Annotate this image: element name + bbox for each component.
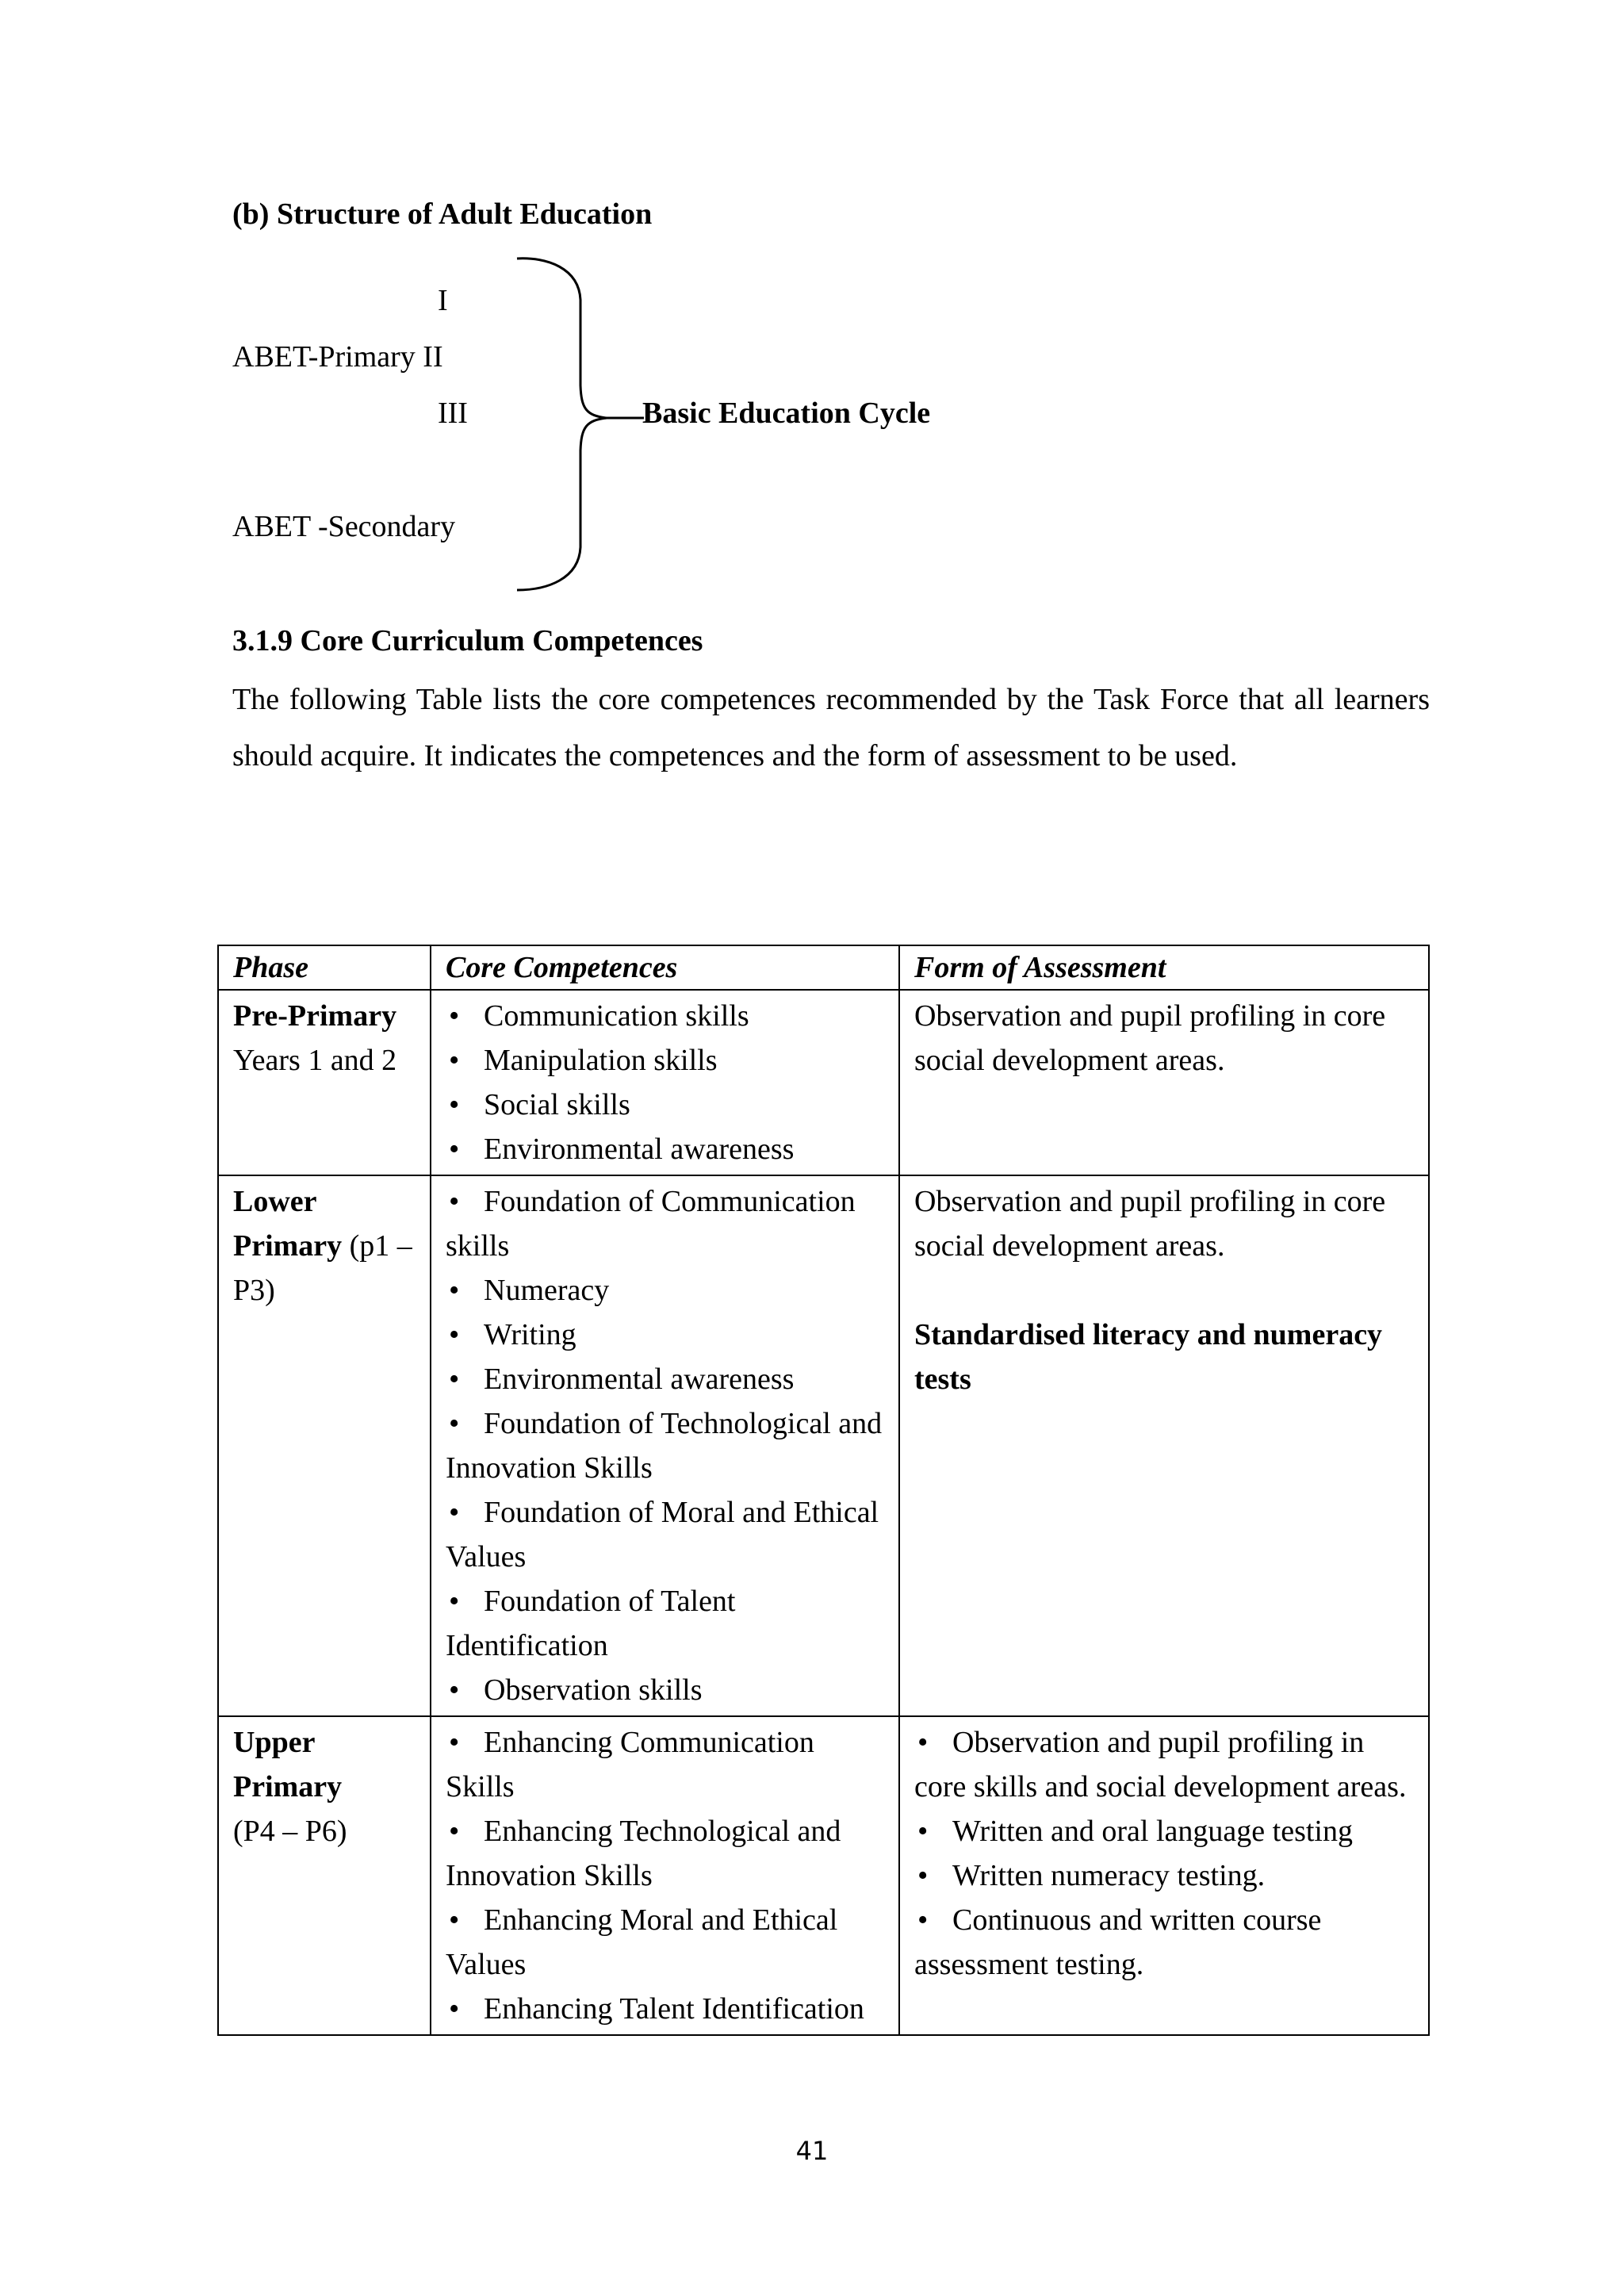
bullet-icon: • [449,1044,460,1077]
list-item: • Observation skills [446,1668,889,1712]
competences-cell [431,1175,899,1716]
list-item: • Foundation of Technological and Innovation Skills [446,1401,889,1490]
list-item: • Numeracy [446,1268,889,1313]
list-item: • Foundation of Communication skills [446,1179,889,1268]
competences-table [217,945,1430,2036]
bullet-icon: • [449,1088,460,1121]
assessment-text: Observation and pupil profiling in core social development areas. [914,999,1386,1077]
phase-name: Upper Primary [233,1726,343,1803]
bullet-icon: • [449,1407,460,1440]
bullet-icon: • [449,1726,460,1759]
phase-name: Pre-Primary [233,999,397,1033]
bullet-icon: • [917,1815,929,1848]
header-phase: Phase [218,945,431,990]
section-heading: 3.1.9 Core Curriculum Competences [232,624,703,657]
bullet-icon: • [917,1859,929,1892]
list-item: • Communication skills [446,994,889,1038]
competences-cell [431,1716,899,2035]
abet-secondary-label: ABET -Secondary [232,510,456,543]
bullet-icon: • [449,1496,460,1529]
list-item: • Social skills [446,1083,889,1127]
phase-detail: (p1 – P3) [233,1229,412,1307]
list-item: • Observation and pupil profiling in core skills and social development areas. [914,1720,1419,1809]
phase-cell [218,990,431,1175]
bullet-icon: • [449,1992,460,2026]
phase-cell [218,1175,431,1716]
assessment-cell [899,990,1429,1175]
assessment-cell [899,1716,1429,2035]
bullet-icon: • [449,1318,460,1351]
phase-detail: Years 1 and 2 [233,1044,397,1077]
level-i-label: I [438,284,448,317]
list-item: • Written and oral language testing [914,1809,1419,1853]
bullet-icon: • [449,999,460,1033]
list-item: • Foundation of Moral and Ethical Values [446,1490,889,1579]
assessment-cell [899,1175,1429,1716]
structure-heading: (b) Structure of Adult Education [232,197,653,231]
level-iii-label: III [438,397,468,430]
intro-paragraph: The following Table lists the core competences recommended by the Task Force that all learners should acquire. It indicates the competences and the form of assessment to be used. [232,683,1430,772]
list-item: • Enhancing Moral and Ethical Values [446,1898,889,1987]
bullet-icon: • [449,1815,460,1848]
right-curly-brace-icon [508,252,650,596]
assessment-bold-text: Standardised literacy and numeracy tests [914,1318,1383,1396]
bullet-icon: • [917,1903,929,1937]
basic-education-cycle-label: Basic Education Cycle [642,397,931,430]
table-row [218,1175,1429,1716]
page-number: 41 [795,2136,829,2166]
header-core-competences: Core Competences [431,945,899,990]
assessment-text: Observation and pupil profiling in core social development areas. [914,1185,1386,1263]
bullet-icon: • [449,1133,460,1166]
table-row [218,1716,1429,2035]
list-item: • Environmental awareness [446,1127,889,1171]
table-header-row [218,945,1429,990]
phase-cell [218,1716,431,2035]
phase-detail: (P4 – P6) [233,1815,347,1848]
competences-cell [431,990,899,1175]
header-form-of-assessment: Form of Assessment [899,945,1429,990]
list-item: • Writing [446,1313,889,1357]
bullet-icon: • [449,1673,460,1707]
bullet-icon: • [449,1274,460,1307]
bullet-icon: • [449,1363,460,1396]
table-row [218,990,1429,1175]
list-item: • Enhancing Technological and Innovation Skills [446,1809,889,1898]
list-item: • Enhancing Communication Skills [446,1720,889,1809]
abet-primary-label: ABET-Primary II [232,340,443,374]
list-item: • Written numeracy testing. [914,1853,1419,1898]
list-item: • Environmental awareness [446,1357,889,1401]
bullet-icon: • [449,1185,460,1218]
bullet-icon: • [449,1903,460,1937]
phase-name: Lower Primary [233,1185,343,1263]
list-item: • Enhancing Talent Identification [446,1987,889,2031]
list-item: • Manipulation skills [446,1038,889,1083]
bullet-icon: • [449,1585,460,1618]
list-item: • Foundation of Talent Identification [446,1579,889,1668]
bullet-icon: • [917,1726,929,1759]
list-item: • Continuous and written course assessment testing. [914,1898,1419,1987]
